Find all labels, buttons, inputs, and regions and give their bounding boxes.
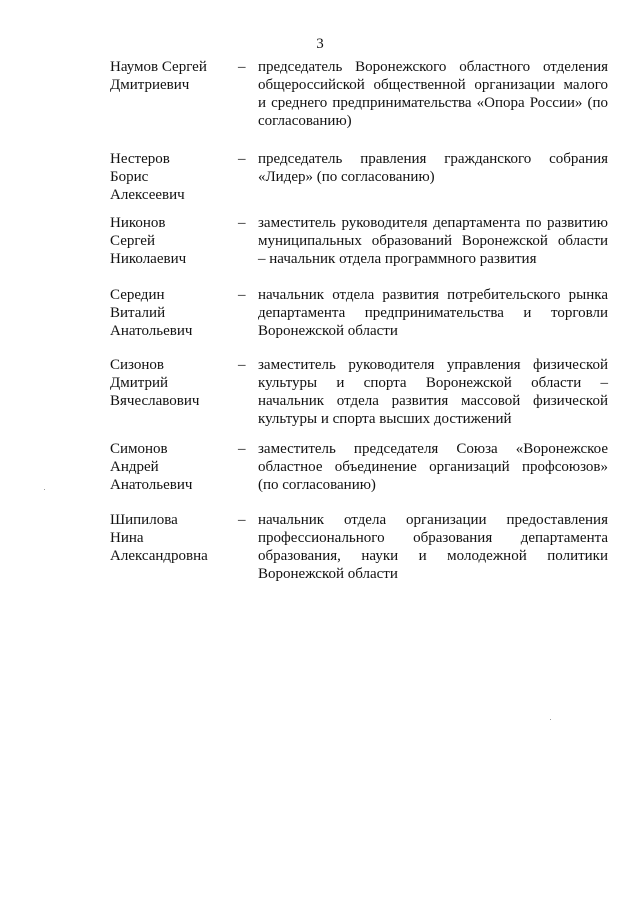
position-line: Воронежской области (258, 323, 398, 339)
position-line: и среднего предпринимательства «Опора России» (по (258, 95, 608, 111)
member-name-line: Нестеров (110, 151, 170, 167)
scan-speck (44, 489, 45, 490)
position-line: общероссийской общественной организации малого (258, 77, 608, 93)
dash-separator: – (238, 287, 246, 303)
member-name-line: Анатольевич (110, 323, 193, 339)
position-line: заместитель руководителя департамента по развитию (258, 215, 608, 231)
member-position (258, 511, 608, 583)
member-name-line: Симонов (110, 441, 168, 457)
member-name-line: Нина (110, 530, 144, 546)
position-line: председатель правления гражданского собрания (258, 151, 608, 167)
member-name (110, 511, 230, 565)
member-name-line: Алексеевич (110, 187, 185, 203)
member-name-line: Сергей (110, 233, 155, 249)
member-name-line: Анатольевич (110, 477, 193, 493)
member-position (258, 286, 608, 340)
member-name-line: Шипилова (110, 512, 178, 528)
member-position (258, 58, 608, 130)
position-line: культуры и спорта высших достижений (258, 411, 512, 427)
position-line: департамента предпринимательства и торговли (258, 305, 608, 321)
position-line: «Лидер» (по согласованию) (258, 169, 435, 185)
dash-separator: – (238, 151, 246, 167)
position-line: образования, науки и молодежной политики (258, 548, 608, 564)
position-line: (по согласованию) (258, 477, 376, 493)
dash-separator: – (238, 512, 246, 528)
member-name (110, 440, 230, 494)
member-name-line: Дмитрий (110, 375, 169, 391)
member-name-line: Николаевич (110, 251, 187, 267)
member-name-line: Середин (110, 287, 165, 303)
member-name-line: Наумов Сергей (110, 59, 207, 75)
position-line: культуры и спорта Воронежской области – (258, 375, 608, 391)
member-name-line: Виталий (110, 305, 166, 321)
position-line: – начальник отдела программного развития (258, 251, 537, 267)
member-position (258, 214, 608, 268)
scan-speck (550, 719, 551, 720)
member-name (110, 286, 230, 340)
member-name-line: Андрей (110, 459, 159, 475)
position-line: заместитель председателя Союза «Воронежское (258, 441, 608, 457)
position-line: муниципальных образований Воронежской области (258, 233, 608, 249)
position-line: начальник отдела развития массовой физической (258, 393, 608, 409)
position-line: председатель Воронежского областного отделения (258, 59, 608, 75)
position-line: профессионального образования департамента (258, 530, 608, 546)
member-name-line: Вячеславович (110, 393, 200, 409)
position-line: Воронежской области (258, 566, 398, 582)
dash-separator: – (238, 215, 246, 231)
member-name-line: Сизонов (110, 357, 164, 373)
member-name-line: Борис (110, 169, 149, 185)
page-number: 3 (316, 36, 324, 52)
member-name-line: Дмитриевич (110, 77, 190, 93)
member-name (110, 58, 230, 94)
member-name (110, 214, 230, 268)
member-position (258, 356, 608, 428)
dash-separator: – (238, 441, 246, 457)
position-line: согласованию) (258, 113, 352, 129)
member-position (258, 150, 608, 186)
position-line: начальник отдела развития потребительского рынка (258, 287, 608, 303)
member-name (110, 356, 230, 410)
position-line: заместитель руководителя управления физической (258, 357, 608, 373)
position-line: начальник отдела организации предоставления (258, 512, 608, 528)
member-name-line: Никонов (110, 215, 166, 231)
member-name (110, 150, 230, 204)
position-line: областное объединение организаций профсоюзов» (258, 459, 608, 475)
member-name-line: Александровна (110, 548, 208, 564)
dash-separator: – (238, 59, 246, 75)
dash-separator: – (238, 357, 246, 373)
member-position (258, 440, 608, 494)
